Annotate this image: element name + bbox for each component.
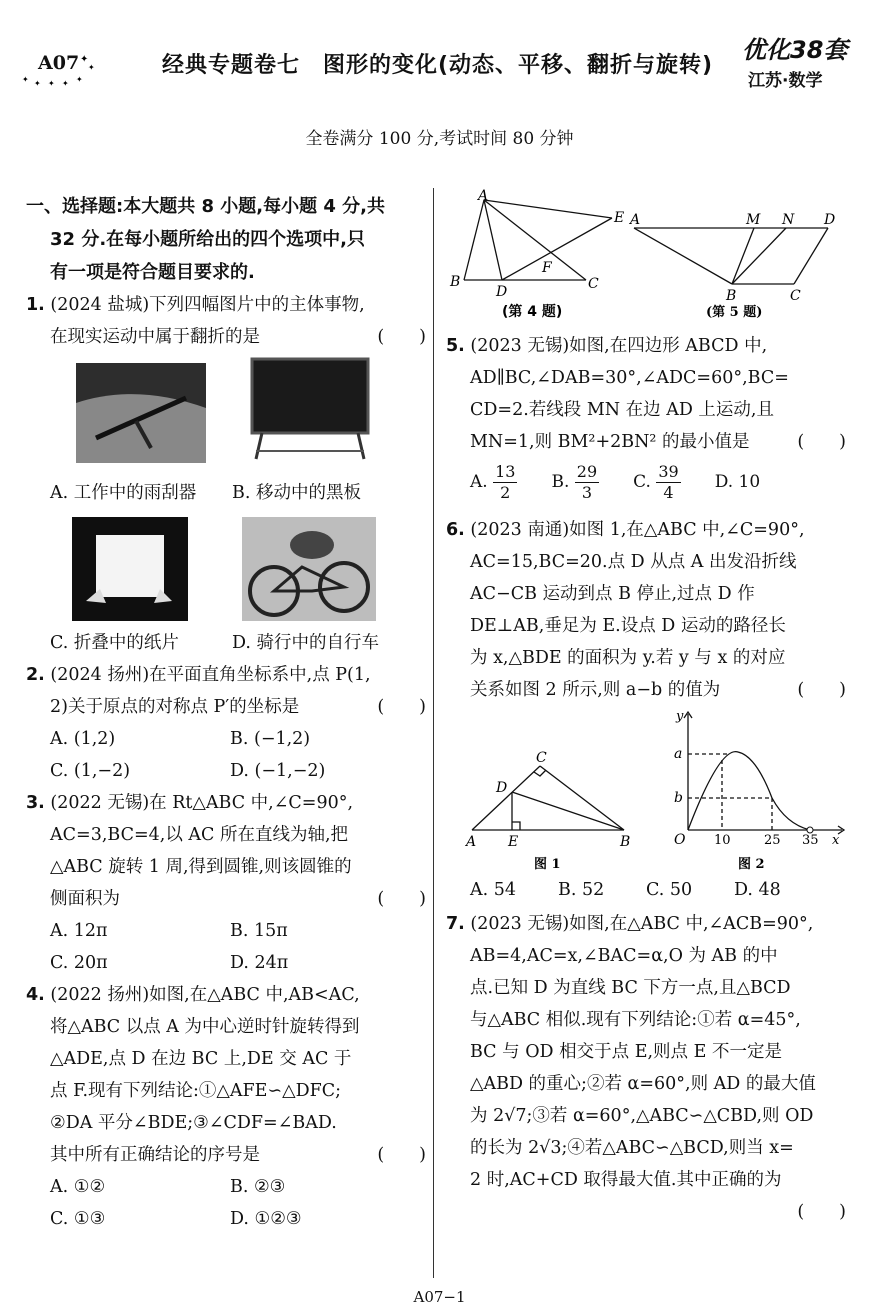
brand-subtitle: 江苏·数学	[748, 71, 823, 91]
question-6	[446, 514, 846, 546]
question-text: 2 时,AC+CD 取得最大值.其中正确的为	[470, 1170, 782, 1190]
denominator: 3	[581, 482, 593, 502]
question-text: 点.已知 D 为直线 BC 下方一点,且△BCD	[470, 978, 791, 998]
label: B	[450, 274, 461, 290]
answer-bracket: ( )	[377, 327, 426, 347]
label: N	[782, 212, 795, 228]
options-row	[26, 627, 426, 659]
denominator: 2	[500, 482, 511, 502]
answer-bracket: ( )	[377, 697, 426, 717]
option-b[interactable]: B. ②③	[230, 1177, 286, 1197]
option-c[interactable]: C. 20π	[50, 953, 108, 973]
question-3	[26, 787, 426, 819]
option-d[interactable]: D. 48	[734, 880, 781, 900]
option-label: A.	[470, 471, 488, 492]
figure-row	[446, 706, 846, 874]
option-d[interactable]: D. ①②③	[230, 1209, 302, 1229]
question-7	[446, 908, 846, 940]
option-c[interactable]: C. 折叠中的纸片	[50, 633, 179, 653]
question-line	[446, 674, 846, 706]
option-b[interactable]: B. 移动中的黑板	[232, 483, 361, 503]
svg-text:✦: ✦	[80, 54, 89, 65]
label: D	[824, 212, 836, 228]
question-text: AC=15,BC=20.点 D 从点 A 出发沿折线	[470, 552, 797, 572]
question-number: 5.	[446, 336, 465, 356]
question-number: 1.	[26, 295, 45, 315]
question-text: 在现实运动中属于翻折的是	[50, 327, 260, 347]
option-a[interactable]: A. 54	[470, 880, 517, 900]
options-row	[26, 1203, 426, 1235]
label: B	[620, 834, 631, 850]
option-a[interactable]: A. (1,2)	[50, 729, 116, 749]
label: D	[496, 780, 508, 796]
option-b[interactable]: B. 15π	[230, 921, 288, 941]
question-2	[26, 659, 426, 691]
page-number: A07−1	[413, 1288, 466, 1306]
answer-bracket: ( )	[797, 1202, 846, 1222]
tick-label: 25	[764, 833, 781, 848]
photo-row	[26, 509, 426, 627]
svg-text:✦: ✦	[22, 75, 29, 84]
question-text: ②DA 平分∠BDE;③∠CDF=∠BAD.	[50, 1113, 337, 1133]
fraction	[656, 462, 680, 503]
fraction	[493, 462, 517, 503]
numerator: 13	[495, 461, 516, 481]
label: a	[674, 746, 683, 762]
options-row	[26, 1171, 426, 1203]
wiper-photo	[76, 363, 206, 463]
question-text: 为 x,△BDE 的面积为 y.若 y 与 x 的对应	[470, 648, 786, 668]
label: A	[630, 212, 641, 228]
question-line	[26, 883, 426, 915]
options-row	[446, 458, 846, 506]
option-d[interactable]: D. 24π	[230, 953, 289, 973]
question-text: △ABD 的重心;②若 α=60°,则 AD 的最大值	[470, 1074, 816, 1094]
label: M	[746, 212, 761, 228]
brand-logo: 优化38套	[742, 36, 848, 64]
figure-caption: 图 1	[534, 857, 561, 872]
axis-label: y	[676, 709, 684, 724]
right-column	[446, 330, 846, 1228]
option-c[interactable]: C. 50	[646, 880, 693, 900]
question-text: 关系如图 2 所示,则 a−b 的值为	[470, 680, 721, 700]
question-5	[446, 330, 846, 362]
label: b	[674, 790, 683, 806]
figure-q4	[446, 188, 626, 318]
options-row	[446, 874, 846, 906]
question-text: (2023 无锡)如图,在△ABC 中,∠ACB=90°,	[470, 914, 814, 934]
question-text: AC−CB 运动到点 B 停止,过点 D 作	[470, 584, 755, 604]
label: A	[478, 188, 489, 204]
left-column	[26, 190, 426, 1235]
svg-text:✦: ✦	[34, 79, 41, 88]
question-text: BC 与 OD 相交于点 E,则点 E 不一定是	[470, 1042, 782, 1062]
question-text: 点 F.现有下列结论:①△AFE∽△DFC;	[50, 1081, 342, 1101]
question-text: 为 2√7;③若 α=60°,△ABC∽△CBD,则 OD	[470, 1106, 814, 1126]
label: O	[674, 832, 686, 848]
options-row	[26, 915, 426, 947]
fraction	[575, 462, 599, 503]
question-line	[26, 691, 426, 723]
question-text: (2024 盐城)下列四幅图片中的主体事物,	[50, 295, 365, 315]
options-row	[26, 947, 426, 979]
blackboard-photo	[248, 357, 372, 461]
question-number: 7.	[446, 914, 465, 934]
tick-label: 35	[802, 833, 819, 848]
paper-code: A07	[38, 52, 80, 74]
question-text: AC=3,BC=4,以 AC 所在直线为轴,把	[50, 825, 349, 845]
column-divider	[433, 188, 434, 1278]
section-heading-line: 有一项是符合题目要求的.	[50, 262, 255, 283]
options-row	[26, 723, 426, 755]
axis-label: x	[832, 833, 840, 848]
option-c[interactable]: C. (1,−2)	[50, 761, 131, 781]
label: E	[508, 834, 519, 850]
option-a[interactable]: A. ①②	[50, 1177, 106, 1197]
section-heading-line: 32 分.在每小题所给出的四个选项中,只	[50, 229, 365, 250]
question-text: MN=1,则 BM²+2BN² 的最小值是	[470, 432, 750, 452]
question-text: △ADE,点 D 在边 BC 上,DE 交 AC 于	[50, 1049, 352, 1069]
option-label: C.	[633, 471, 651, 492]
option-d[interactable]: D. 骑行中的自行车	[232, 633, 380, 653]
label: C	[536, 750, 547, 766]
label: F	[542, 260, 552, 276]
question-number: 4.	[26, 985, 45, 1005]
question-text: AD∥BC,∠DAB=30°,∠ADC=60°,BC=	[470, 368, 789, 388]
figure-caption: (第 5 题)	[706, 305, 763, 318]
question-text: 的长为 2√3;④若△ABC∽△BCD,则当 x=	[470, 1138, 794, 1158]
page-title: 经典专题卷七 图形的变化(动态、平移、翻折与旋转)	[162, 53, 714, 78]
option-c[interactable]: C. ①③	[50, 1209, 106, 1229]
label: C	[790, 288, 801, 304]
question-text: (2024 扬州)在平面直角坐标系中,点 P(1,	[50, 665, 371, 685]
option-a[interactable]	[470, 462, 517, 503]
option-value: 10	[738, 472, 761, 492]
figure-q6-2	[660, 706, 850, 872]
option-b[interactable]: B. (−1,2)	[230, 729, 311, 749]
question-text: CD=2.若线段 MN 在边 AD 上运动,且	[470, 400, 774, 420]
paper-photo	[72, 517, 188, 621]
question-number: 3.	[26, 793, 45, 813]
option-a[interactable]: A. 工作中的雨刮器	[50, 483, 197, 503]
question-text: △ABC 旋转 1 周,得到圆锥,则该圆锥的	[50, 857, 352, 877]
option-a[interactable]: A. 12π	[50, 921, 108, 941]
question-text: 将△ABC 以点 A 为中心逆时针旋转得到	[50, 1017, 360, 1037]
tick-label: 10	[714, 833, 731, 848]
label: C	[588, 276, 599, 292]
option-b[interactable]: B. 52	[558, 880, 605, 900]
numerator: 39	[658, 461, 679, 481]
question-4	[26, 979, 426, 1011]
option-c[interactable]	[633, 462, 681, 503]
question-line	[26, 321, 426, 353]
question-number: 2.	[26, 665, 45, 685]
figure-caption: 图 2	[738, 857, 765, 872]
answer-bracket: ( )	[377, 1145, 426, 1165]
option-b[interactable]	[551, 462, 599, 503]
figure-caption: (第 4 题)	[502, 304, 563, 318]
answer-bracket: ( )	[797, 680, 846, 700]
options-row	[26, 755, 426, 787]
denominator: 4	[663, 482, 674, 502]
figure-q6-1	[460, 712, 640, 872]
label: B	[726, 288, 737, 304]
question-text: 2)关于原点的对称点 P′的坐标是	[50, 697, 300, 717]
figure-q5	[626, 206, 846, 318]
svg-text:✦: ✦	[88, 63, 95, 72]
photo-row	[26, 353, 426, 477]
exam-info: 全卷满分 100 分,考试时间 80 分钟	[305, 129, 574, 149]
option-label: D.	[714, 472, 734, 492]
question-line	[26, 1139, 426, 1171]
options-row	[26, 477, 426, 509]
label: D	[496, 284, 508, 300]
question-number: 6.	[446, 520, 465, 540]
question-line	[446, 426, 846, 458]
question-text: 与△ABC 相似.现有下列结论:①若 α=45°,	[470, 1010, 801, 1030]
question-1	[26, 289, 426, 321]
question-text: DE⊥AB,垂足为 E.设点 D 运动的路径长	[470, 616, 786, 636]
option-label: B.	[551, 471, 570, 492]
svg-text:✦: ✦	[76, 75, 83, 84]
label: A	[466, 834, 477, 850]
svg-text:✦: ✦	[48, 79, 55, 88]
svg-text:✦: ✦	[62, 79, 69, 88]
question-text: (2022 扬州)如图,在△ABC 中,AB<AC,	[50, 985, 360, 1005]
answer-bracket: ( )	[377, 889, 426, 909]
label: E	[614, 210, 625, 226]
question-text: (2023 无锡)如图,在四边形 ABCD 中,	[470, 336, 768, 356]
question-text: (2023 南通)如图 1,在△ABC 中,∠C=90°,	[470, 520, 805, 540]
option-d[interactable]: D. (−1,−2)	[230, 761, 326, 781]
answer-bracket: ( )	[797, 432, 846, 452]
question-text: 侧面积为	[50, 889, 120, 909]
question-text: AB=4,AC=x,∠BAC=α,O 为 AB 的中	[470, 946, 778, 966]
question-text: 其中所有正确结论的序号是	[50, 1145, 260, 1165]
section-heading-line: 一、选择题:本大题共 8 小题,每小题 4 分,共	[26, 196, 385, 217]
numerator: 29	[576, 461, 598, 481]
question-text: (2022 无锡)在 Rt△ABC 中,∠C=90°,	[50, 793, 354, 813]
option-d[interactable]	[715, 472, 760, 492]
bicycle-photo	[242, 517, 376, 621]
